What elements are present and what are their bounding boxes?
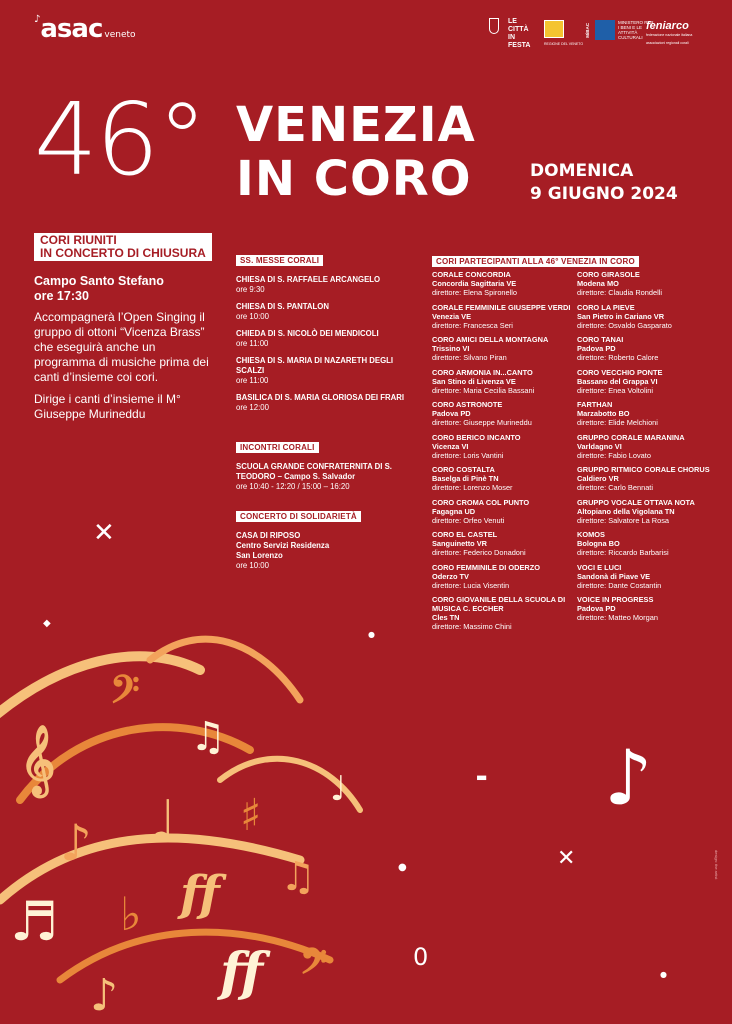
curl-shape (150, 639, 300, 700)
note-icon: ♫ (280, 853, 316, 900)
choir-item (432, 595, 582, 631)
asac-veneto-logo: ♪asac veneto (34, 14, 136, 44)
sharp-icon: ♯ (240, 790, 262, 841)
choir-item (432, 563, 582, 590)
note-icon: ♪ (60, 813, 92, 872)
closing-concert-place: Campo Santo Stefano ore 17:30 (34, 274, 164, 303)
choir-name: CORO VECCHIO PONTE (577, 367, 663, 377)
mibac-logo: MiBAC MINISTERO PER I BENI E LE ATTIVITÀ CULTURALI (585, 20, 654, 40)
choir-name: GRUPPO RITMICO CORALE CHORUS (577, 465, 710, 474)
choir-location: Vicenza VI (432, 441, 469, 451)
choir-item (577, 335, 727, 362)
choir-location: Venezia VE (432, 311, 472, 321)
choir-director: direttore: Federico Donadoni (432, 548, 526, 557)
choir-location: San Pietro in Cariano VR (577, 311, 665, 321)
dash-icon: ▬ (476, 770, 488, 784)
choir-location: Cles TN (432, 613, 460, 622)
choir-director: direttore: Osvaldo Gasparato (577, 320, 672, 330)
choir-director: direttore: Lucia Visentin (432, 580, 510, 590)
choir-name: CORO TANAI (577, 335, 624, 344)
choir-director: direttore: Dante Costantin (577, 580, 662, 590)
choir-director: direttore: Carlo Bennati (577, 483, 653, 492)
choir-director: direttore: Fabio Lovato (577, 450, 651, 460)
choir-name: CORO GIRASOLE (577, 270, 640, 279)
choir-name: FARTHAN (577, 400, 613, 409)
choir-location: Concordia Sagittaria VE (432, 279, 517, 288)
choir-location: Padova PD (577, 604, 616, 613)
choir-name: CORO CROMA COL PUNTO (432, 497, 530, 507)
note-icon: ♫ (190, 713, 226, 760)
feniarco-logo: feniarco federazione nazionale italiana associazioni regionali corali (646, 20, 693, 45)
choir-item (432, 335, 582, 362)
music-notes-artwork (0, 600, 420, 1024)
choir-location: Oderzo TV (432, 571, 469, 581)
choir-location: Trissino VI (432, 344, 470, 353)
choir-name: CORO BERICO INCANTO (432, 432, 521, 442)
choir-director: direttore: Lorenzo Moser (432, 483, 513, 492)
choir-location: Baselga di Pinè TN (432, 474, 499, 483)
choirs-section-label: CORI PARTECIPANTI ALLA 46° VENEZIA IN CORO (432, 251, 639, 269)
choir-item (577, 433, 727, 460)
choir-location: Padova PD (577, 344, 616, 353)
event-title-line1: VENEZIA (236, 97, 476, 153)
choir-item (432, 530, 582, 557)
choirs-column-a (432, 270, 582, 637)
choir-name: KOMOS (577, 530, 605, 539)
solidarity-item: CASA DI RIPOSO Centro Servizi Residenza San Lorenzo ore 10:00 (236, 531, 330, 570)
forte-icon: ff (180, 866, 220, 922)
note-icon: ♪ (90, 970, 119, 1021)
event-date-value: 9 GIUGNO 2024 (530, 184, 678, 204)
bass-clef-icon: 𝄢 (110, 667, 140, 721)
choir-location: Padova PD (432, 409, 471, 418)
solidarity-label: CONCERTO DI SOLIDARIETÀ (236, 511, 361, 522)
meetings-label: INCONTRI CORALI (236, 442, 319, 453)
regione-veneto-logo: REGIONE DEL VENETO (544, 20, 583, 48)
event-date (530, 160, 678, 206)
choir-item (432, 465, 582, 492)
masses-label: SS. MESSE CORALI (236, 255, 323, 266)
eighth-note-icon: ♪ (604, 733, 653, 822)
closing-concert-description: Accompagnerà l’Open Singing il gruppo di ottoni “Vicenza Brass” che eseguirà anche un programma di musiche prima dei canti d’insieme coi cori. Dirige i canti d’insieme il M° Giuseppe Murineddu (34, 310, 209, 421)
choir-location: Bologna BO (577, 539, 620, 548)
music-note-icon: ♪ (34, 14, 40, 25)
design-credit: design: the artist (714, 850, 719, 880)
choir-location: San Stino di Livenza VE (432, 376, 516, 386)
choir-item (577, 498, 727, 525)
choir-item (432, 433, 582, 460)
choir-location: Fagagna UD (432, 506, 476, 516)
choir-item (577, 400, 727, 427)
masses-section (236, 250, 416, 413)
choir-name: CORO EL CASTEL (432, 530, 498, 539)
diamond-icon: ◆ (43, 618, 51, 629)
municipal-crest-icon (489, 18, 499, 34)
choir-item (577, 368, 727, 395)
mass-item: CHIESA DI S. RAFFAELE ARCANGELO ore 9:30 (236, 275, 381, 294)
choir-name: CORO ARMONIA IN...CANTO (432, 367, 533, 377)
choir-location: Altopiano della Vigolana TN (577, 506, 675, 516)
choir-name: GRUPPO VOCALE OTTAVA NOTA (577, 497, 695, 507)
choir-name: GRUPPO CORALE MARANINA (577, 432, 685, 442)
choir-director: direttore: Roberto Calore (577, 353, 659, 362)
note-icon: ♩ (330, 769, 347, 809)
cross-mark-icon: ✕ (557, 846, 576, 871)
choir-name: VOICE IN PROGRESS (577, 595, 654, 604)
choir-location: Sandonà di Piave VE (577, 571, 651, 581)
mibac-emblem-icon (595, 20, 615, 40)
choir-director: direttore: Riccardo Barbarisi (577, 548, 669, 557)
choir-name: CORALE FEMMINILE GIUSEPPE VERDI (432, 302, 571, 312)
mass-item: CHIEDA DI S. NICOLÒ DEI MENDICOLI ore 11:00 (236, 329, 379, 348)
choir-name: CORO COSTALTA (432, 465, 495, 474)
circle-icon: 0 (413, 943, 429, 971)
choir-name: CORO AMICI DELLA MONTAGNA (432, 335, 549, 344)
bass-clef-icon: 𝄢 (300, 941, 328, 990)
choir-name: CORO FEMMINILE DI ODERZO (432, 562, 540, 572)
choir-director: direttore: Elide Melchioni (577, 418, 658, 427)
choir-director: direttore: Matteo Morgan (577, 613, 658, 622)
note-icon: ♩ (150, 788, 177, 854)
choir-director: direttore: Orfeo Venuti (432, 515, 505, 525)
choir-item (577, 563, 727, 590)
choir-name: CORO ASTRONOTE (432, 400, 503, 409)
choir-item (577, 270, 727, 297)
closing-concert-label: CORI RIUNITI IN CONCERTO DI CHIUSURA (34, 233, 212, 261)
choir-director: direttore: Francesca Seri (432, 320, 513, 330)
meetings-section (236, 437, 416, 492)
masses-list (236, 275, 416, 413)
choir-item (432, 270, 582, 297)
choir-item (432, 303, 582, 330)
choir-director: direttore: Silvano Piran (432, 353, 507, 362)
choir-director: direttore: Enea Voltolini (577, 385, 654, 395)
event-title (236, 98, 476, 206)
cross-mark-icon: ✕ (93, 518, 115, 548)
choirs-column-b (577, 270, 727, 628)
choir-item (577, 595, 727, 622)
choir-location: Marzabotto BO (577, 409, 630, 418)
treble-clef-icon: 𝄞 (20, 725, 56, 795)
choir-name: VOCI E LUCI (577, 562, 622, 572)
choir-director: direttore: Loris Vantini (432, 450, 504, 460)
curl-shape (0, 656, 200, 720)
fortissimo-icon: ff (220, 942, 264, 1003)
choir-item (577, 465, 727, 492)
edition-number: 46° (34, 81, 206, 198)
choir-name: CORALE CONCORDIA (432, 270, 511, 279)
choir-item (432, 368, 582, 395)
dot-icon: ● (368, 630, 375, 639)
choir-director: direttore: Salvatore La Rosa (577, 515, 670, 525)
choir-location: Caldiero VR (577, 474, 619, 483)
choir-item (432, 498, 582, 525)
choir-director: direttore: Massimo Chini (432, 622, 512, 631)
mass-item: CHIESA DI S. MARIA DI NAZARETH DEGLI SCALZI ore 11:00 (236, 356, 394, 385)
choir-location: Sanguinetto VR (432, 539, 488, 548)
choir-name: CORO LA PIEVE (577, 302, 635, 312)
meeting-item: SCUOLA GRANDE CONFRATERNITA DI S. TEODORO – Campo S. Salvador ore 10:40 - 12:20 / 15:00 – 16:20 (236, 462, 392, 491)
dot-icon: ● (660, 970, 667, 979)
mass-item: CHIESA DI S. PANTALON ore 10:00 (236, 302, 329, 321)
flat-icon: ♭ (120, 887, 142, 941)
mass-item: BASILICA DI S. MARIA GLORIOSA DEI FRARI ore 12:00 (236, 393, 405, 412)
choir-director: direttore: Elena Spironello (432, 288, 518, 297)
choir-name: CORO GIOVANILE DELLA SCUOLA DI MUSICA C. ECCHER (432, 595, 566, 613)
dot-icon: ● (398, 862, 407, 873)
choir-location: Bassano del Grappa VI (577, 376, 658, 386)
note-icon: ♬ (10, 889, 59, 953)
choir-location: Varldagno VI (577, 441, 622, 451)
choir-item (577, 303, 727, 330)
solidarity-section (236, 506, 416, 571)
choir-director: direttore: Claudia Rondelli (577, 288, 663, 297)
choir-item (432, 400, 582, 427)
lion-crest-icon (544, 20, 564, 38)
citta-in-festa-logo: LE CITTÀ IN FESTA (508, 18, 531, 49)
choir-location: Modena MO (577, 279, 619, 288)
event-day: DOMENICA (530, 161, 634, 181)
choir-director: direttore: Giuseppe Murineddu (432, 418, 532, 427)
event-title-line2: IN CORO (236, 151, 472, 207)
choir-item (577, 530, 727, 557)
choir-director: direttore: Maria Cecilia Bassani (432, 385, 535, 395)
